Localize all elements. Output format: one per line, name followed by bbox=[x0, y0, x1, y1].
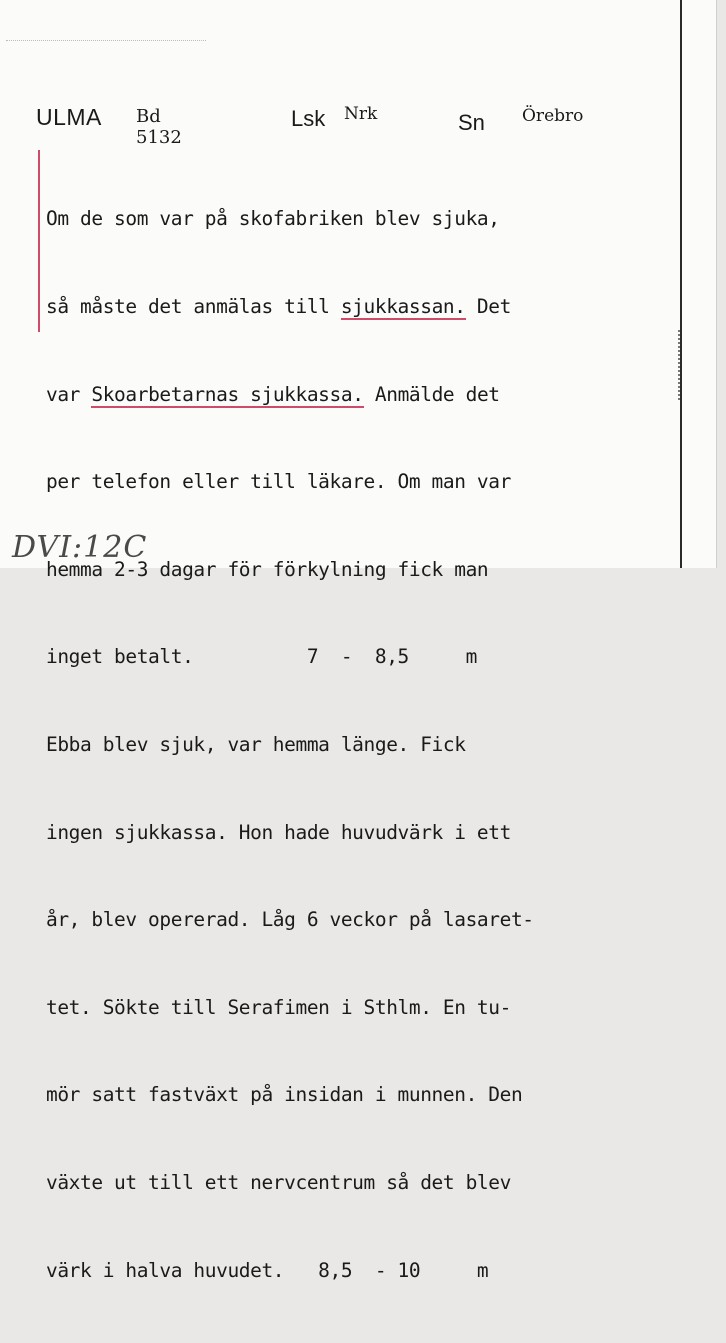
card-right-dotted-mark bbox=[678, 330, 683, 400]
card-body-text bbox=[46, 146, 666, 1343]
text-line bbox=[46, 292, 666, 321]
text-segment: var bbox=[46, 382, 92, 406]
text-segment: Anmälde det bbox=[363, 382, 500, 406]
faint-dotted-line bbox=[6, 40, 206, 42]
text-line: värk i halva huvudet. 8,5 - 10 m bbox=[46, 1258, 489, 1282]
text-line: Om de som var på skofabriken blev sjuka, bbox=[46, 207, 500, 231]
text-line: hemma 2-3 dagar för förkylning fick man bbox=[46, 557, 489, 581]
margin-marker bbox=[38, 150, 40, 332]
text-line: växte ut till ett nervcentrum så det blev bbox=[46, 1170, 511, 1194]
text-segment: så måste det anmälas till bbox=[46, 295, 341, 318]
handwritten-signature: DVI:12C bbox=[12, 530, 148, 565]
underlined-text: sjukkassan. bbox=[340, 295, 466, 318]
volume-number: Bd 5132 bbox=[136, 106, 182, 148]
text-segment: Det bbox=[465, 295, 511, 318]
parish-label: Sn bbox=[458, 110, 485, 135]
text-line: inget betalt. 7 - 8,5 m bbox=[46, 645, 477, 669]
text-line bbox=[46, 380, 666, 409]
text-line: mör satt fastväxt på insidan i munnen. Den bbox=[46, 1083, 523, 1107]
parish-value: Örebro bbox=[522, 106, 584, 126]
text-line: ingen sjukkassa. Hon hade huvudvärk i ett bbox=[46, 820, 511, 844]
text-line: per telefon eller till läkare. Om man var bbox=[46, 470, 511, 494]
text-line: år, blev opererad. Låg 6 veckor på lasaret- bbox=[46, 908, 534, 932]
underlined-text: Skoarbetarnas sjukkassa. bbox=[91, 382, 364, 406]
archive-name: ULMA bbox=[36, 104, 102, 130]
card-right-border-line bbox=[680, 0, 682, 568]
province-label: Lsk bbox=[291, 106, 326, 131]
province-value: Nrk bbox=[344, 104, 378, 124]
text-line: tet. Sökte till Serafimen i Sthlm. En tu- bbox=[46, 995, 511, 1019]
text-line: Ebba blev sjuk, var hemma länge. Fick bbox=[46, 732, 466, 756]
